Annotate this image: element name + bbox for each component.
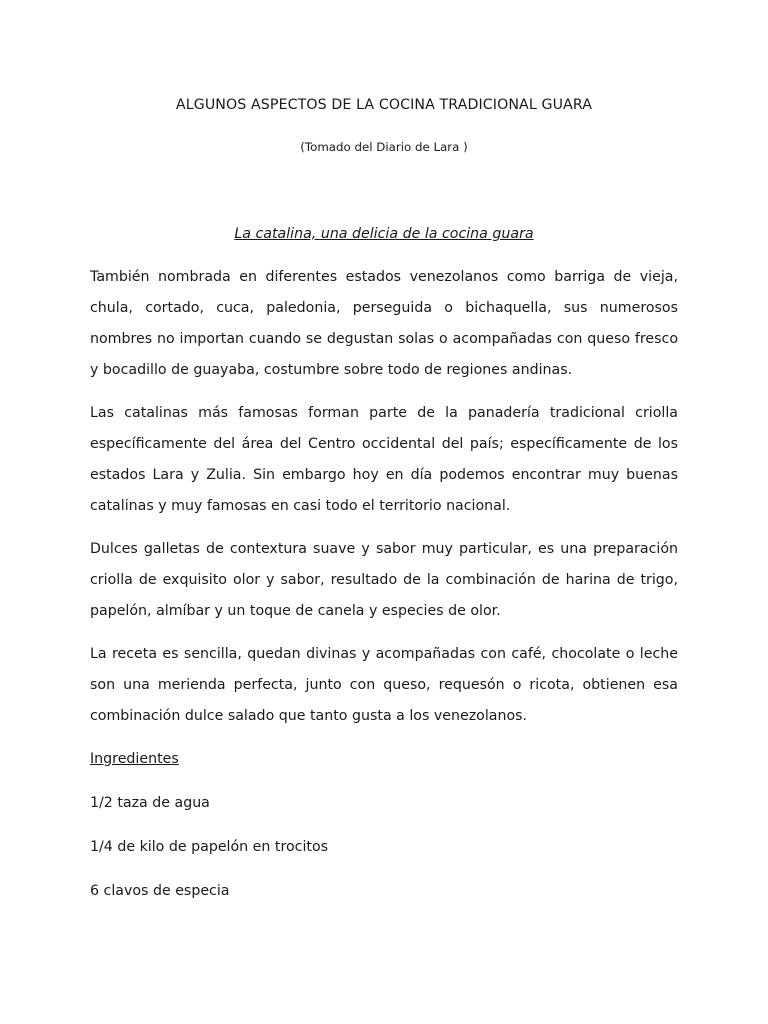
ingredient-item: 1/4 de kilo de papelón en trocitos bbox=[90, 839, 329, 855]
document-page bbox=[90, 0, 678, 1024]
ingredient-item: 1/2 taza de agua bbox=[90, 795, 210, 811]
paragraph: Las catalinas más famosas forman parte de la panadería tradicional criolla específicamente del área del Centro occidental del país; específicamente de los estados Lara y Zulia. Sin embargo hoy en día podemos encontrar muy buenas catalinas y muy famosas en casi todo el territorio nacional. bbox=[90, 405, 678, 514]
ingredients-heading: Ingredientes bbox=[90, 751, 179, 767]
section-heading: La catalina, una delicia de la cocina guara bbox=[234, 226, 534, 242]
paragraph: También nombrada en diferentes estados venezolanos como barriga de vieja, chula, cortado, cuca, paledonia, perseguida o bichaquella, sus numerosos nombres no importan cuando se degustan solas o acompañadas con queso fresco y bocadillo de guayaba, costumbre sobre todo de regiones andinas. bbox=[90, 269, 678, 378]
ingredient-item: 6 clavos de especia bbox=[90, 883, 230, 899]
paragraph: Dulces galletas de contextura suave y sabor muy particular, es una preparación criolla de exquisito olor y sabor, resultado de la combinación de harina de trigo, papelón, almíbar y un toque de canela y especies de olor. bbox=[90, 541, 678, 619]
document-body bbox=[90, 262, 678, 920]
document-title: ALGUNOS ASPECTOS DE LA COCINA TRADICIONAL GUARA bbox=[175, 97, 593, 113]
document-subtitle: (Tomado del Diario de Lara ) bbox=[300, 140, 468, 154]
paragraph: La receta es sencilla, quedan divinas y acompañadas con café, chocolate o leche son una merienda perfecta, junto con queso, requesón o ricota, obtienen esa combinación dulce salado que tanto gusta a los venezolanos. bbox=[90, 646, 678, 724]
